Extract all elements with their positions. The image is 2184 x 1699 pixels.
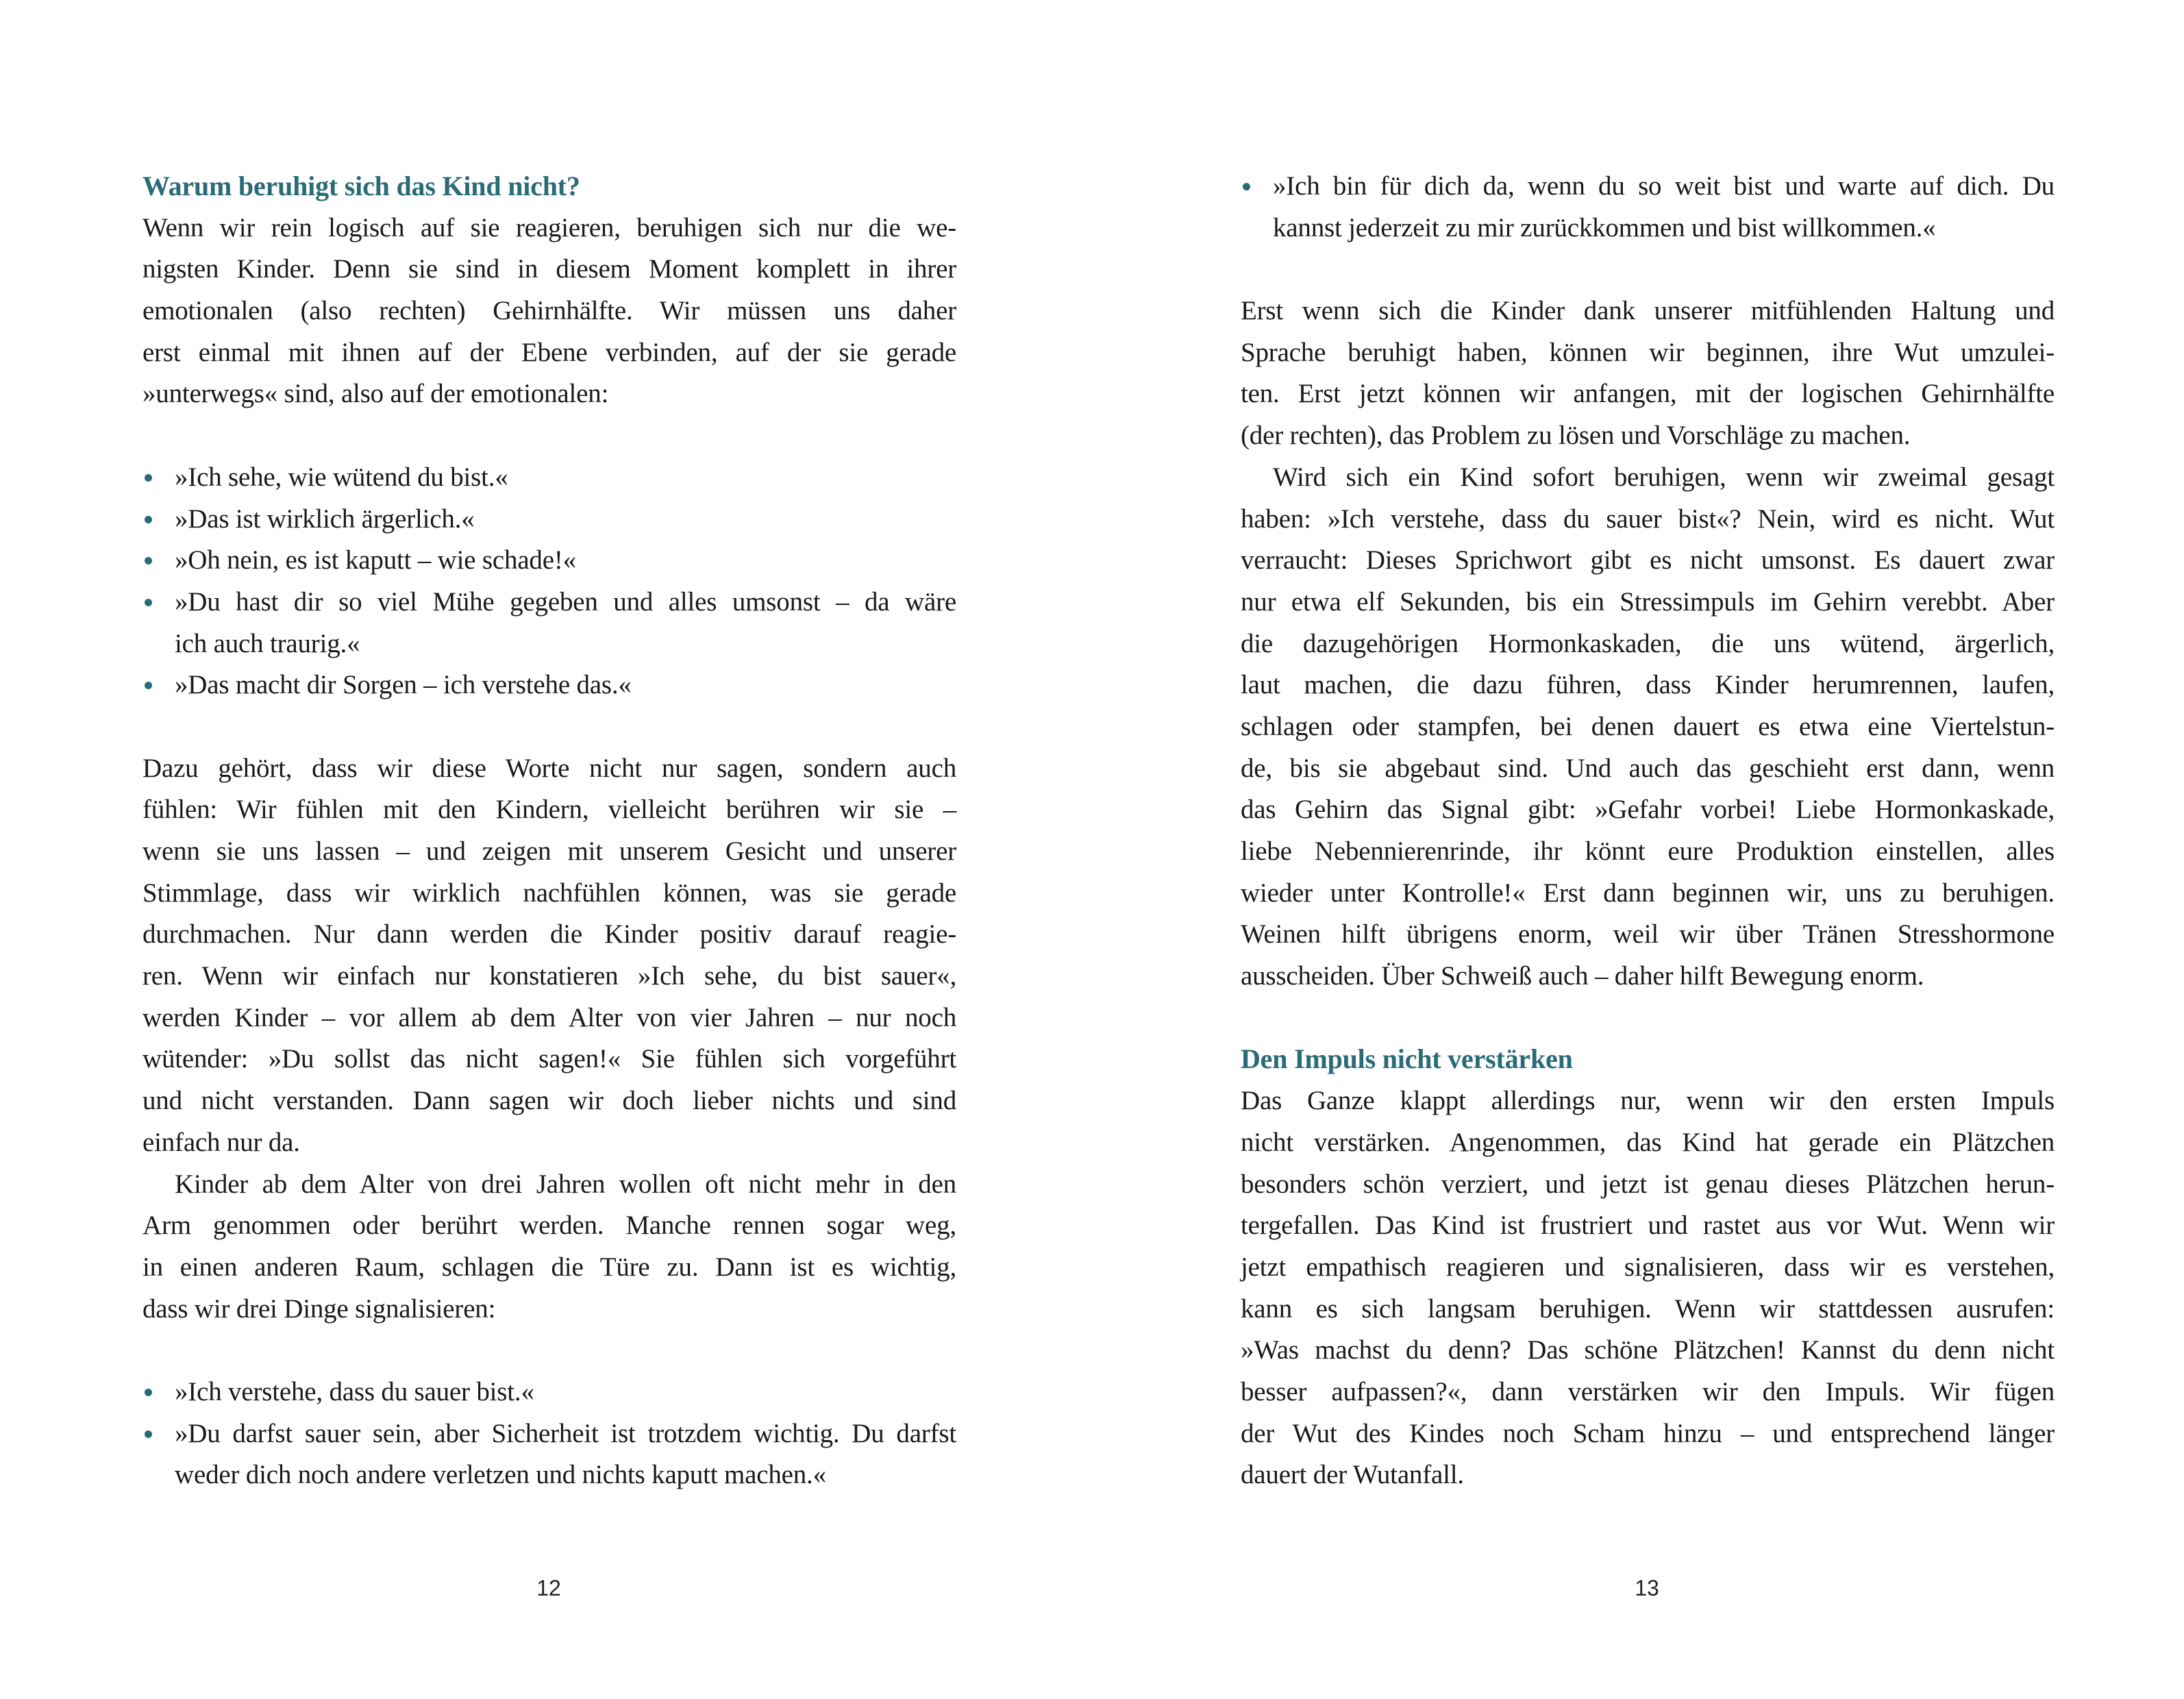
paragraph [1241,290,2055,457]
text-line [1241,1080,2055,1122]
text-line [1241,623,2055,665]
text-line [1241,332,2055,374]
line-text: und nicht verstanden. Dann sagen wir doch lieber nichts und sind [142,1086,956,1116]
text-line [142,623,956,665]
line-text: in einen anderen Raum, schlagen die Türe zu. Dann ist es wichtig, [142,1252,956,1282]
text-line [1241,290,2055,332]
bullet-dot-icon [145,516,152,523]
text-line [1241,1330,2055,1372]
text-line [1241,166,2055,208]
paragraph [1241,457,2055,997]
text-line [142,1080,956,1122]
line-text: nur etwa elf Sekunden, bis ein Stressimpuls im Gehirn verebbt. Aber [1241,586,2055,617]
line-text: (der rechten), das Problem zu lösen und Vorschläge zu machen. [1241,421,1911,451]
line-text: jetzt empathisch reagieren und signalisieren, dass wir es verstehen, [1241,1252,2055,1282]
bullet-item [142,1372,956,1413]
bullet-dot-icon [145,1389,152,1396]
line-text: fühlen: Wir fühlen mit den Kindern, vielleicht berühren wir sie – [142,795,956,825]
blank-line [1241,249,2055,290]
text-line [142,249,956,290]
line-text: »Das macht dir Sorgen – ich verstehe das.« [175,670,632,700]
section-heading [1241,1039,2055,1080]
section-heading [142,166,956,208]
line-text: Stimmlage, dass wir wirklich nachfühlen können, was sie gerade [142,878,956,908]
line-text: werden Kinder – vor allem ab dem Alter von vier Jahren – nur noch [142,1002,956,1032]
bullet-dot-icon [145,1430,152,1438]
line-text: durchmachen. Nur dann werden die Kinder positiv darauf reagie- [142,919,956,950]
bullet-item [142,582,956,665]
line-text: ren. Wenn wir einfach nur konstatieren »Ich sehe, du bist sauer«, [142,961,956,991]
blank-line [142,706,956,748]
line-text: ich auch traurig.« [175,628,360,658]
text-line [142,914,956,956]
text-line [1241,1289,2055,1330]
line-text: der Wut des Kindes noch Scham hinzu – und entsprechend länger [1241,1418,2055,1448]
text-line [142,582,956,623]
line-text: nicht verstärken. Angenommen, das Kind hat gerade ein Plätzchen [1241,1127,2055,1157]
line-text: haben: »Ich verstehe, dass du sauer bist«? Nein, wird es nicht. Wut [1241,504,2055,534]
line-text: Weinen hilft übrigens enorm, weil wir über Tränen Stresshormone [1241,919,2055,950]
line-text: »unterwegs« sind, also auf der emotionalen: [142,379,609,409]
line-text: dass wir drei Dinge signalisieren: [142,1293,496,1324]
bullet-dot-icon [145,599,152,606]
text-line [142,873,956,915]
text-line [1241,789,2055,831]
page-number: 13 [1635,1576,1659,1600]
line-text: Wenn wir rein logisch auf sie reagieren, beruhigen sich nur die we- [142,212,956,243]
line-text: »Was machst du denn? Das schöne Plätzchen! Kannst du denn nicht [1241,1335,2055,1365]
line-text: Das Ganze klappt allerdings nur, wenn wir den ersten Impuls [1241,1086,2055,1116]
line-text: das Gehirn das Signal gibt: »Gefahr vorbei! Liebe Hormonkaskade, [1241,795,2055,825]
paragraph [142,208,956,415]
line-text: besser aufpassen?«, dann verstärken wir den Impuls. Wir fügen [1241,1376,2055,1406]
line-text: Sprache beruhigt haben, können wir beginnen, ihre Wut umzulei- [1241,337,2055,367]
text-line [1241,748,2055,790]
line-text: Arm genommen oder berührt werden. Manche rennen sogar weg, [142,1211,956,1241]
left-page-text-column [142,166,956,1496]
line-text: »Oh nein, es ist kaputt – wie schade!« [175,545,576,575]
text-line [1241,1164,2055,1206]
text-line [142,499,956,541]
text-line [142,1413,956,1455]
line-text: »Du hast dir so viel Mühe gegeben und alles umsonst – da wäre [175,586,956,617]
bullet-item [142,665,956,706]
text-line [142,1454,956,1496]
text-line [142,290,956,332]
page-number: 12 [536,1576,561,1600]
text-line [1241,1372,2055,1413]
bullet-item [142,540,956,582]
text-line [1241,499,2055,541]
text-line [142,1289,956,1330]
right-page-text-column [1241,166,2055,1496]
blank-line [142,415,956,457]
line-text: de, bis sie abgebaut sind. Und auch das geschieht erst dann, wenn [1241,753,2055,783]
line-text: dauert der Wutanfall. [1241,1460,1464,1490]
text-line [1241,582,2055,623]
text-line [142,332,956,374]
line-text: verraucht: Dieses Sprichwort gibt es nicht umsonst. Es dauert zwar [1241,545,2055,575]
line-text: Den Impuls nicht verstärken [1241,1043,1573,1075]
text-line [142,540,956,582]
text-line [1241,415,2055,457]
paragraph [1241,1080,2055,1496]
text-line [1241,1413,2055,1455]
line-text: weder dich noch andere verletzen und nichts kaputt machen.« [175,1460,826,1490]
line-text: emotionalen (also rechten) Gehirnhälfte. Wir müssen uns daher [142,296,956,326]
text-line [142,1122,956,1164]
line-text: kannst jederzeit zu mir zurückkommen und bist willkommen.« [1273,212,1936,243]
text-line [142,1247,956,1289]
line-text: erst einmal mit ihnen auf der Ebene verbinden, auf der sie gerade [142,337,956,367]
line-text: liebe Nebennierenrinde, ihr könnt eure Produktion einstellen, alles [1241,836,2055,866]
line-text: »Ich bin für dich da, wenn du so weit bist und warte auf dich. Du [1273,171,2055,201]
line-text: besonders schön verziert, und jetzt ist genau dieses Plätzchen herun- [1241,1169,2055,1199]
heading-text [1241,1039,2055,1080]
blank-line [1241,997,2055,1039]
line-text: ten. Erst jetzt können wir anfangen, mit der logischen Gehirnhälfte [1241,379,2055,409]
text-line [1241,208,2055,249]
text-line [142,831,956,873]
text-line [1241,373,2055,415]
line-text: Warum beruhigt sich das Kind nicht? [142,171,580,201]
line-text: ausscheiden. Über Schweiß auch – daher hilft Bewegung enorm. [1241,961,1924,991]
text-line [142,208,956,249]
text-line [142,1372,956,1413]
text-line [1241,706,2055,748]
blank-line [142,1330,956,1372]
spacer [142,706,956,748]
line-text: nigsten Kinder. Denn sie sind in diesem Moment komplett in ihrer [142,254,956,284]
bullet-dot-icon [145,474,152,482]
text-line [142,956,956,997]
text-line [1241,665,2055,706]
line-text: Erst wenn sich die Kinder dank unserer mitfühlenden Haltung und [1241,296,2055,326]
line-text: Dazu gehört, dass wir diese Worte nicht nur sagen, sondern auch [142,753,956,783]
spacer [1241,997,2055,1039]
text-line [142,373,956,415]
spacer [142,415,956,457]
line-text: Kinder ab dem Alter von drei Jahren wollen oft nicht mehr in den [175,1169,956,1199]
bullet-dot-icon [145,682,152,689]
text-line [1241,1122,2055,1164]
line-text: laut machen, die dazu führen, dass Kinder herumrennen, laufen, [1241,670,2055,700]
text-line [142,1039,956,1080]
line-text: »Du darfst sauer sein, aber Sicherheit ist trotzdem wichtig. Du darfst [175,1418,956,1448]
bullet-item [142,457,956,499]
right-page [1092,0,2184,1699]
text-line [142,789,956,831]
bullet-item [142,1413,956,1496]
line-text: »Ich verstehe, dass du sauer bist.« [175,1376,534,1406]
line-text: schlagen oder stampfen, bei denen dauert es etwa eine Viertelstun- [1241,711,2055,741]
line-text: kann es sich langsam beruhigen. Wenn wir stattdessen ausrufen: [1241,1293,2055,1324]
bullet-dot-icon [145,557,152,565]
text-line [142,997,956,1039]
line-text: wütender: »Du sollst das nicht sagen!« Sie fühlen sich vorgeführt [142,1044,956,1074]
line-text: einfach nur da. [142,1127,300,1157]
text-line [142,457,956,499]
line-text: Wird sich ein Kind sofort beruhigen, wenn wir zweimal gesagt [1273,462,2055,492]
text-line [1241,457,2055,499]
paragraph [142,1164,956,1330]
bullet-dot-icon [1243,183,1250,190]
text-line [142,1205,956,1247]
text-line [1241,1247,2055,1289]
text-line [1241,873,2055,915]
line-text: »Das ist wirklich ärgerlich.« [175,504,475,534]
text-line [142,665,956,706]
line-text: wenn sie uns lassen – und zeigen mit unserem Gesicht und unserer [142,836,956,866]
text-line [1241,1454,2055,1496]
paragraph [142,748,956,1164]
text-line [1241,956,2055,997]
spacer [142,1330,956,1372]
text-line [142,748,956,790]
line-text: »Ich sehe, wie wütend du bist.« [175,462,508,492]
bullet-item [142,499,956,541]
text-line [142,1164,956,1206]
text-line [1241,914,2055,956]
spacer [1241,249,2055,290]
heading-text [142,166,956,208]
line-text: wieder unter Kontrolle!« Erst dann beginnen wir, uns zu beruhigen. [1241,878,2055,908]
text-line [1241,540,2055,582]
line-text: die dazugehörigen Hormonkaskaden, die uns wütend, ärgerlich, [1241,628,2055,658]
text-line [1241,1205,2055,1247]
bullet-item [1241,166,2055,249]
line-text: tergefallen. Das Kind ist frustriert und rastet aus vor Wut. Wenn wir [1241,1211,2055,1241]
text-line [1241,831,2055,873]
